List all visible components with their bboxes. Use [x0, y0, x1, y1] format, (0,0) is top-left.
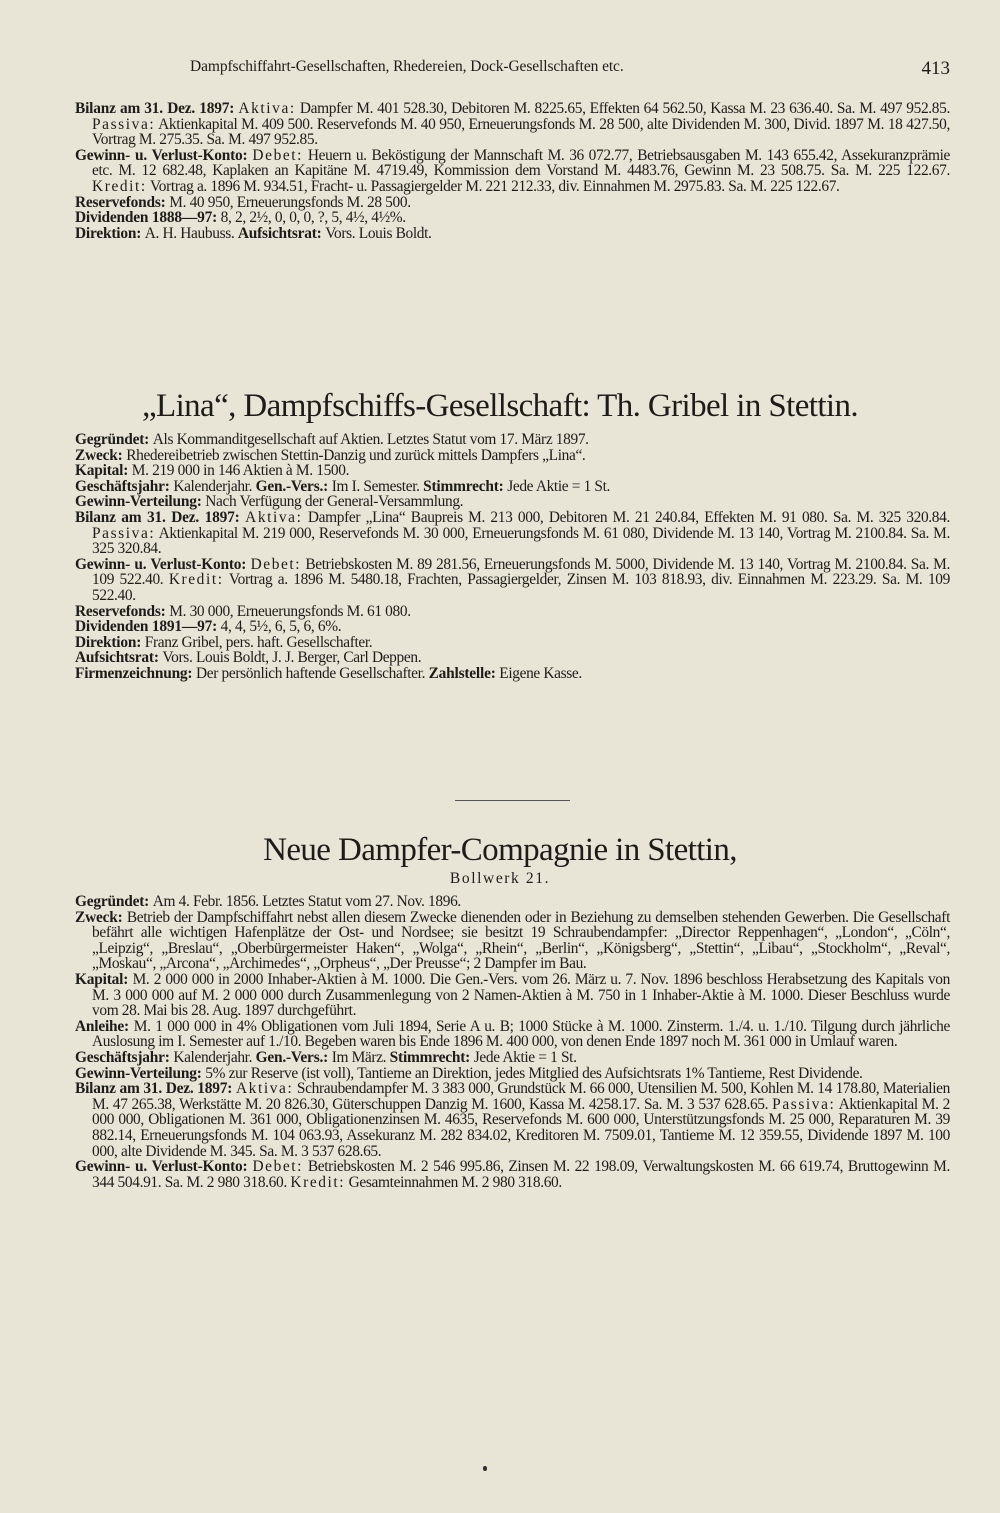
- entry-text: 8, 2, 2½, 0, 0, 0, ?, 5, 4½, 4½%.: [220, 209, 406, 227]
- section-title-neue-dampfer: Neue Dampfer-Compagnie in Stettin,: [263, 832, 737, 868]
- entry-text: A. H. Haubuss.: [144, 224, 238, 242]
- entry: [75, 1081, 950, 1159]
- entry-label: Bilanz am 31. Dez. 1897:: [75, 100, 239, 117]
- entry-text: Betriebskosten M. 89 281.56, Erneuerungsfonds M. 5000, Dividende M. 13 140, Vortrag M. 2100.84. Sa. M. 109 522.40.: [92, 555, 950, 589]
- entry-label: Zweck:: [75, 908, 127, 926]
- entry-text: M. 30 000, Erneuerungsfonds M. 61 080.: [169, 602, 411, 620]
- entry-label: Firmenzeichnung:: [75, 664, 196, 682]
- entry-text: Jede Aktie = 1 St.: [507, 477, 611, 495]
- entry: [75, 557, 950, 604]
- entry-label: Geschäftsjahr:: [75, 477, 174, 495]
- entry-sublabel: Passiva:: [92, 115, 156, 133]
- entry-sublabel: Kredit:: [92, 177, 147, 195]
- entry-text: Nach Verfügung der General-Versammlung.: [205, 493, 464, 511]
- entry-text: Eigene Kasse.: [499, 664, 582, 682]
- section-previous-company: [75, 101, 950, 241]
- entry-label: Direktion:: [75, 633, 145, 651]
- entry-text: Als Kommanditgesellschaft auf Aktien. Letztes Statut vom 17. März 1897.: [152, 431, 589, 448]
- section-lina: [75, 432, 950, 682]
- section-title-lina: „Lina“, Dampfschiffs-Gesellschaft: Th. Gribel in Stettin.: [141, 388, 859, 424]
- entry-label: Gen.-Vers.:: [255, 477, 332, 495]
- entry-text: Dampfer „Lina“ Baupreis M. 213 000, Debitoren M. 21 240.84, Effekten M. 91 080. Sa. M. 325 320.84.: [302, 508, 950, 526]
- entry-label: Gewinn-Verteilung:: [75, 1064, 206, 1082]
- entry-text: Am 4. Febr. 1856. Letztes Statut vom 27. Nov. 1896.: [152, 893, 461, 910]
- entry: [75, 972, 950, 1019]
- entry-text: Aktienkapital M. 2 000 000, Obligationen M. 361 000, Obligationenzinsen M. 4635, Reservefonds M. 600 000, Unterstützungsfonds M. 25 000, Reparaturen M. 39 882.14, Erneuerungsfonds M. 104 063.93, Assekuranz M. 282 834.02, Kreditoren M. 7509.01, Tantieme M. 12 359.55, Dividende 1897 M. 100 000, alte Dividende M. 345. Sa. M. 3 537 628.65.: [92, 1095, 951, 1160]
- entry-label: Reservefonds:: [75, 193, 170, 211]
- entry: [75, 210, 950, 226]
- entry-sublabel: Kredit:: [168, 571, 224, 589]
- entry: [75, 910, 950, 972]
- printer-mark: [483, 1466, 487, 1471]
- entry: [75, 635, 950, 651]
- entry-label: Gegründet:: [75, 431, 153, 448]
- entry-label: Gewinn-Verteilung:: [75, 493, 206, 511]
- entry-label: Gewinn- u. Verlust-Konto:: [75, 1158, 253, 1176]
- entry-label: Gewinn- u. Verlust-Konto:: [75, 555, 251, 573]
- entry-text: Franz Gribel, pers. haft. Gesellschafter.: [144, 633, 373, 651]
- entry-text: M. 2 000 000 in 2000 Inhaber-Aktien à M. 1000. Die Gen.-Vers. vom 26. März u. 7. Nov. 1896 beschloss Herabsetzung des Kapitals von M. 3 000 000 auf M. 2 000 000 durch Zusammenlegung von 2 Namen-Aktien à M. 750 in 1 Inhaber-Aktie à M. 1000. Dieser Beschluss wurde vom 28. Mai bis 28. Aug. 1897 durchgeführt.: [92, 970, 950, 1020]
- entry-label: Aufsichtsrat:: [237, 224, 326, 242]
- entry-sublabel: Debet:: [252, 146, 304, 164]
- entry-text: Betriebskosten M. 2 546 995.86, Zinsen M. 22 198.09, Verwaltungskosten M. 66 619.74, Bruttogewinn M. 344 504.91. Sa. M. 2 980 318.60.: [92, 1158, 950, 1191]
- entry-text: Vortrag a. 1896 M. 934.51, Fracht- u. Passagiergelder M. 221 212.33, div. Einnahmen M. 2975.83. Sa. M. 225 122.67.: [146, 177, 840, 195]
- entry-label: Gen.-Vers.:: [255, 1048, 332, 1066]
- entry: [75, 148, 950, 195]
- entry-text: Im I. Semester.: [331, 477, 424, 495]
- entry-text: Heuern u. Beköstigung der Mannschaft M. 36 072.77, Betriebsausgaben M. 143 655.42, Assekuranzprämie etc. M. 12 682.48, Kaplaken an Kapitäne M. 4719.49, Kommission dem Vorstand M. 4483.76, Gewinn M. 23 508.75. Sa. M. 225 122.67.: [92, 146, 950, 180]
- entry: [75, 226, 950, 242]
- entry-sublabel: Debet:: [252, 1158, 304, 1176]
- entry-text: Gesamteinnahmen M. 2 980 318.60.: [345, 1173, 562, 1191]
- entry-text: Vors. Louis Boldt.: [325, 224, 432, 242]
- entry: [75, 894, 950, 910]
- entry-label: Stimmrecht:: [389, 1048, 474, 1066]
- entry: [75, 101, 950, 148]
- entry-text: Schraubendampfer M. 3 383 000, Grundstück M. 66 000, Utensilien M. 500, Kohlen M. 14 178.80, Materialien M. 47 265.38, Werkstätte M. 20 826.30, Güterschuppen Danzig M. 1600, Kassa M. 4258.17. Sa. M. 3 537 628.65.: [92, 1080, 950, 1113]
- entry: [75, 463, 950, 479]
- entry-text: Kalenderjahr.: [173, 477, 256, 495]
- section-divider: [455, 800, 570, 801]
- entry-text: Kalenderjahr.: [173, 1048, 256, 1066]
- entry-label: Anleihe:: [75, 1017, 134, 1035]
- entry-text: M. 1 000 000 in 4% Obligationen vom Juli 1894, Serie A u. B; 1000 Stücke à M. 1000. Zinsterm. 1./4. u. 1./10. Tilgung durch jährliche Auslosung im I. Semester auf 1./10. Begeben waren bis Ende 1896 M. 400 000, von denen Ende 1897 noch M. 361 000 in Umlauf waren.: [92, 1017, 950, 1051]
- entry-label: Stimmrecht:: [423, 477, 508, 495]
- entry-text: Aktienkapital M. 219 000, Reservefonds M. 30 000, Erneuerungsfonds M. 61 080, Dividende M. 13 140, Vortrag M. 2100.84. Sa. M. 325 320.84.: [92, 524, 950, 558]
- entry: [75, 510, 950, 557]
- entry-text: Rhedereibetrieb zwischen Stettin-Danzig und zurück mittels Dampfers „Lina“.: [126, 446, 586, 464]
- entry: [75, 1066, 950, 1082]
- entry-sublabel: Kredit:: [290, 1173, 346, 1191]
- entry-text: M. 40 950, Erneuerungsfonds M. 28 500.: [169, 193, 411, 211]
- page-header: [75, 58, 950, 82]
- running-title: Dampfschiffahrt-Gesellschaften, Rhedereien, Dock-Gesellschaften etc.: [190, 58, 624, 75]
- entry-label: Geschäftsjahr:: [75, 1048, 174, 1066]
- entry-text: Vortrag a. 1896 M. 5480.18, Frachten, Passagiergelder, Zinsen M. 103 818.93, div. Einnahmen M. 223.29. Sa. M. 109 522.40.: [92, 571, 950, 604]
- entry-sublabel: Debet:: [250, 555, 302, 573]
- entry-label: Gewinn- u. Verlust-Konto:: [75, 146, 253, 164]
- entry: [75, 494, 950, 510]
- entry-label: Bilanz am 31. Dez. 1897:: [75, 508, 246, 526]
- entry-sublabel: Aktiva:: [245, 508, 303, 526]
- entry-text: Der persönlich haftende Gesellschafter.: [196, 664, 429, 682]
- entry: [75, 666, 950, 682]
- entry-label: Direktion:: [75, 224, 145, 242]
- entry-sublabel: Passiva:: [772, 1095, 836, 1113]
- entry: [75, 432, 950, 448]
- entry-label: Kapital:: [75, 462, 132, 480]
- entry-sublabel: Passiva:: [92, 524, 156, 542]
- entry-label: Bilanz am 31. Dez. 1897:: [75, 1080, 236, 1098]
- entry-label: Aufsichtsrat:: [75, 649, 163, 667]
- entry: [75, 604, 950, 620]
- entry-text: Dampfer M. 401 528.30, Debitoren M. 8225.65, Effekten 64 562.50, Kassa M. 23 636.40. Sa. M. 497 952.85.: [295, 100, 950, 117]
- entry-text: Im März.: [331, 1048, 390, 1066]
- entry-text: 5% zur Reserve (ist voll), Tantieme an Direktion, jedes Mitglied des Aufsichtsrats 1% Tantieme, Rest Dividende.: [205, 1064, 863, 1082]
- entry-sublabel: Aktiva:: [235, 1080, 294, 1098]
- entry: [75, 1019, 950, 1050]
- entry-text: Aktienkapital M. 409 500. Reservefonds M. 40 950, Erneuerungsfonds M. 28 500, alte Dividenden M. 300, Divid. 1897 M. 18 427.50, Vortrag M. 275.35. Sa. M. 497 952.85.: [92, 115, 950, 149]
- entry: [75, 619, 950, 635]
- entry-text: Betrieb der Dampfschiffahrt nebst allen diesem Zwecke dienenden oder in Beziehung zu demselben stehenden Gewerben. Die Gesellschaft befährt alle wichtigen Hafenplätze der Ost- und Nordsee; sie besitzt 19 Schraubendampfer: „Director Reppenhagen“, „London“, „Cöln“, „Leipzig“, „Breslau“, „Oberbürgermeister Haken“, „Wolga“, „Rhein“, „Berlin“, „Königsberg“, „Stettin“, „Libau“, „Stockholm“, „Reval“, „Moskau“, „Arcona“, „Archimedes“, „Orpheus“, „Der Preusse“; 2 Dampfer im Bau.: [92, 908, 950, 973]
- entry: [75, 479, 950, 495]
- page-number: 413: [921, 58, 950, 79]
- entry-label: Zweck:: [75, 446, 127, 464]
- entry-text: Vors. Louis Boldt, J. J. Berger, Carl Deppen.: [162, 649, 422, 667]
- entry-label: Kapital:: [75, 970, 133, 988]
- entry-label: Zahlstelle:: [428, 664, 500, 682]
- entry-sublabel: Aktiva:: [238, 100, 296, 117]
- entry: [75, 195, 950, 211]
- entry-text: Jede Aktie = 1 St.: [473, 1048, 577, 1066]
- entry-text: M. 219 000 in 146 Aktien à M. 1500.: [131, 462, 350, 480]
- entry: [75, 650, 950, 666]
- entry-label: Dividenden 1891—97:: [75, 618, 221, 636]
- entry: [75, 1159, 950, 1190]
- entry-label: Gegründet:: [75, 893, 153, 910]
- section-subtitle-address: Bollwerk 21.: [449, 870, 551, 887]
- entry: [75, 1050, 950, 1066]
- entry-label: Dividenden 1888—97:: [75, 209, 221, 227]
- entry: [75, 448, 950, 464]
- section-neue-dampfer: [75, 894, 950, 1190]
- entry-label: Reservefonds:: [75, 602, 170, 620]
- entry-text: 4, 4, 5½, 6, 5, 6, 6%.: [220, 618, 342, 636]
